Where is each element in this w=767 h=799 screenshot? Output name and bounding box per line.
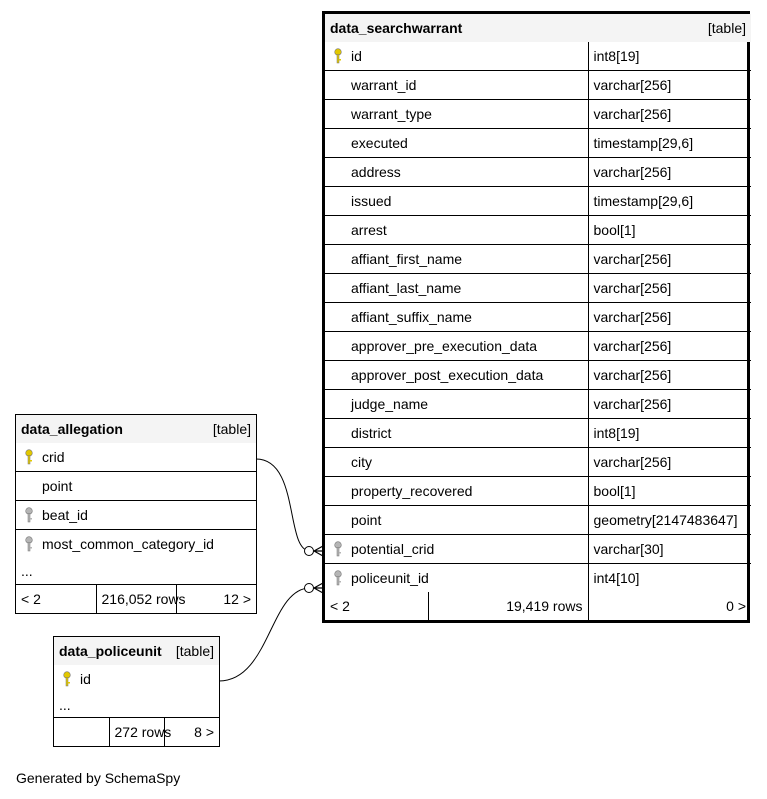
column-row[interactable] <box>16 501 256 530</box>
column-name: warrant_type <box>351 106 432 122</box>
row-count: 19,419 rows <box>428 592 588 620</box>
column-type: varchar[256] <box>588 71 751 100</box>
column-type: varchar[256] <box>588 448 751 477</box>
column-row[interactable] <box>325 506 751 535</box>
relationship-allegation-to-searchwarrant <box>256 459 322 551</box>
column-type: geometry[2147483647] <box>588 506 751 535</box>
column-type: bool[1] <box>588 216 751 245</box>
column-name: property_recovered <box>351 483 473 499</box>
column-type: varchar[256] <box>588 390 751 419</box>
table-name: data_searchwarrant <box>330 20 463 36</box>
ellipsis-text: ... <box>54 693 219 718</box>
table-name: data_policeunit <box>59 643 162 659</box>
column-type: varchar[256] <box>588 158 751 187</box>
column-row[interactable] <box>325 477 751 506</box>
column-type: int8[19] <box>588 419 751 448</box>
table-footer <box>325 592 751 620</box>
column-row[interactable] <box>325 42 751 71</box>
column-type: timestamp[29,6] <box>588 129 751 158</box>
column-type: varchar[256] <box>588 303 751 332</box>
column-name: city <box>351 454 372 470</box>
column-row[interactable] <box>325 419 751 448</box>
table-kind: [table] <box>707 20 746 36</box>
zero-cardinality-marker <box>305 584 314 593</box>
column-row[interactable] <box>54 665 219 693</box>
table-header <box>54 637 219 665</box>
column-type: timestamp[29,6] <box>588 187 751 216</box>
column-row[interactable] <box>16 530 256 559</box>
column-row[interactable] <box>325 564 751 593</box>
column-row[interactable] <box>325 129 751 158</box>
column-row[interactable] <box>325 361 751 390</box>
column-name: policeunit_id <box>351 570 429 586</box>
children-count[interactable]: 8 > <box>164 718 219 747</box>
column-name: beat_id <box>42 507 88 523</box>
column-row[interactable] <box>325 332 751 361</box>
column-row[interactable] <box>325 390 751 419</box>
children-count[interactable]: 0 > <box>588 592 751 620</box>
column-name: judge_name <box>351 396 429 412</box>
table-footer <box>54 718 219 747</box>
table-kind: [table] <box>212 421 251 437</box>
table-name: data_allegation <box>21 421 123 437</box>
column-name: point <box>42 478 73 494</box>
column-name: executed <box>351 135 408 151</box>
column-row[interactable] <box>325 303 751 332</box>
column-row[interactable] <box>325 448 751 477</box>
column-name: issued <box>351 193 392 209</box>
column-name: most_common_category_id <box>42 536 214 552</box>
parents-count[interactable]: < 2 <box>16 585 96 614</box>
column-name: approver_post_execution_data <box>351 367 544 383</box>
column-type: varchar[256] <box>588 245 751 274</box>
column-row[interactable] <box>325 158 751 187</box>
row-count: 272 rows <box>109 718 164 747</box>
column-type: int8[19] <box>588 42 751 71</box>
column-row[interactable] <box>325 71 751 100</box>
column-name: approver_pre_execution_data <box>351 338 538 354</box>
column-name: affiant_last_name <box>351 280 462 296</box>
column-row[interactable] <box>325 216 751 245</box>
generated-by-text: Generated by SchemaSpy <box>16 770 181 786</box>
column-name: id <box>351 48 362 64</box>
column-row[interactable] <box>325 245 751 274</box>
column-row[interactable] <box>325 535 751 564</box>
column-row[interactable] <box>16 472 256 501</box>
table-header <box>325 14 751 42</box>
column-type: bool[1] <box>588 477 751 506</box>
column-row[interactable] <box>325 187 751 216</box>
parents-count[interactable]: < 2 <box>325 592 428 620</box>
column-row[interactable] <box>16 443 256 472</box>
column-name: district <box>351 425 392 441</box>
children-count[interactable]: 12 > <box>176 585 256 614</box>
column-name: affiant_first_name <box>351 251 463 267</box>
column-name: address <box>351 164 401 180</box>
table-data-searchwarrant[interactable] <box>322 11 750 623</box>
table-data-allegation[interactable] <box>15 414 257 614</box>
column-type: varchar[256] <box>588 361 751 390</box>
column-name: warrant_id <box>351 77 417 93</box>
column-type: varchar[30] <box>588 535 751 564</box>
table-kind: [table] <box>175 643 214 659</box>
column-row[interactable] <box>325 100 751 129</box>
column-type: varchar[256] <box>588 332 751 361</box>
column-name: crid <box>42 449 65 465</box>
table-header <box>16 415 256 443</box>
column-name: id <box>80 671 91 687</box>
column-name: point <box>351 512 382 528</box>
table-footer <box>16 585 256 614</box>
column-name: potential_crid <box>351 541 435 557</box>
ellipsis-text: ... <box>16 558 256 585</box>
zero-cardinality-marker <box>305 547 314 556</box>
column-type: varchar[256] <box>588 100 751 129</box>
column-type: int4[10] <box>588 564 751 593</box>
table-data-policeunit[interactable] <box>53 636 220 747</box>
ellipsis-row <box>16 558 256 585</box>
row-count: 216,052 rows <box>96 585 176 614</box>
ellipsis-row <box>54 693 219 718</box>
parents-count[interactable] <box>54 718 109 747</box>
column-row[interactable] <box>325 274 751 303</box>
column-type: varchar[256] <box>588 274 751 303</box>
column-name: arrest <box>351 222 387 238</box>
column-name: affiant_suffix_name <box>351 309 472 325</box>
